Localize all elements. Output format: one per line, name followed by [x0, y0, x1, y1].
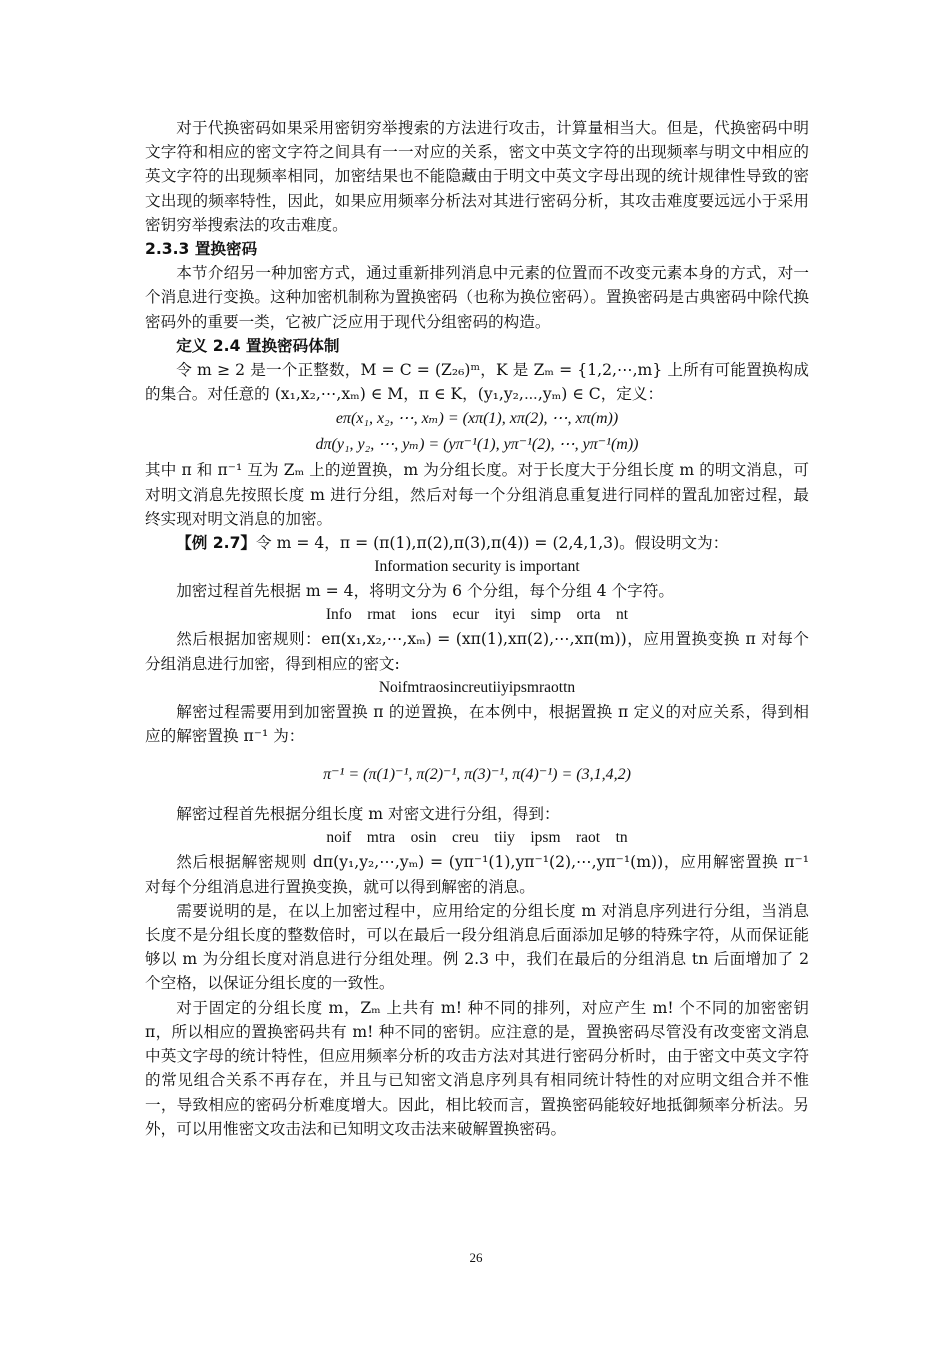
definition-title: 定义 2.4 置换密码体制: [176, 336, 340, 355]
paragraph-inverse-permutation: 其中 π 和 π⁻¹ 互为 Zₘ 上的逆置换，m 为分组长度。对于长度大于分组长度 m 的明文消息，可对明文消息先按照长度 m 进行分组，然后对每一个分组消息重复进行同样的置乱加密过程，最终实现对明文消息的加密。: [145, 461, 809, 528]
spacer: [145, 748, 809, 762]
paragraph-definition: 令 m ≥ 2 是一个正整数，M = C = (Z₂₆)ᵐ，K 是 Zₘ = {1,2,⋯,m} 上所有可能置换构成的集合。对任意的 (x₁,x₂,⋯,xₘ) ∈ M，π ∈ K，(y₁,y₂,⋯,yₘ) ∈ C，定义：: [145, 361, 809, 404]
plaintext-blocks: Info rmat ions ecur ityi simp orta nt: [325, 606, 629, 624]
formula-encryption: eπ(x₁, x₂, ⋯, xₘ) = (xπ(1), xπ(2), ⋯, xπ(m)): [335, 410, 619, 428]
paragraph-decrypt-inverse: 解密过程需要用到加密置换 π 的逆置换，在本例中，根据置换 π 定义的对应关系，得到相应的解密置换 π⁻¹ 为：: [145, 702, 809, 746]
ciphertext-line: Noifmtraosincreutiiyipsmraottn: [378, 678, 576, 696]
paragraph-decrypt-rule: 然后根据解密规则 dπ(y₁,y₂,⋯,yₘ) = (yπ⁻¹(1),yπ⁻¹(2),⋯,yπ⁻¹(m))，应用解密置换 π⁻¹ 对每个分组消息进行置换变换，就可以得到解密的消息。: [145, 853, 809, 896]
example-label: 【例 2.7】: [176, 534, 257, 553]
paragraph-key-space: 对于固定的分组长度 m，Zₘ 上共有 m! 种不同的排列，对应产生 m! 个不同的加密密钥 π，所以相应的置换密码共有 m! 种不同的密钥。应注意的是，置换密码尽管没有改变密文消息中英文字母的统计特性，但应用频率分析的攻击方法对其进行密码分析时，由于密文中英文字符的常见组合关系不再存在，并且与已知密文消息序列具有相同统计特性的对应明文组合并不惟一，导致相应的密码分析难度增大。因此，相比较而言，置换密码能较好地抵御频率分析法。另外，可以用惟密文攻击法和已知明文攻击法来破解置换密码。: [145, 998, 809, 1138]
formula-decryption: dπ(y₁, y₂, ⋯, yₘ) = (yπ⁻¹(1), yπ⁻¹(2), ⋯, yπ⁻¹(m)): [315, 436, 639, 454]
example-line: [145, 531, 809, 555]
paragraph-transposition-intro: 本节介绍另一种加密方式，通过重新排列消息中元素的位置而不改变元素本身的方式，对一个消息进行变换。这种加密机制称为置换密码（也称为换位密码）。置换密码是古典密码中除代换密码外的重要一类，它被广泛应用于现代分组密码的构造。: [145, 264, 809, 331]
ciphertext-blocks: noif mtra osin creu tiiy ipsm raot tn: [326, 829, 628, 847]
paragraph-encrypt-split: 加密过程首先根据 m = 4，将明文分为 6 个分组，每个分组 4 个字符。: [176, 582, 674, 601]
paragraph-substitution-attack: 对于代换密码如果采用密钥穷举搜索的方法进行攻击，计算量相当大。但是，代换密码中明文字符和相应的密文字符之间具有一一对应的关系，密文中英文字符的出现频率与明文中相应的英文字符的出现频率相同，加密结果也不能隐藏由于明文中英文字母出现的统计规律性导致的密文出现的频率特性，因此，如果应用频率分析法对其进行密码分析，其攻击难度要远远小于采用密钥穷举搜索法的攻击难度。: [145, 119, 809, 234]
paragraph-encrypt-rule: 然后根据加密规则：eπ(x₁,x₂,⋯,xₘ) = (xπ(1),xπ(2),⋯,xπ(m))，应用置换变换 π 对每个分组消息进行加密，得到相应的密文:: [145, 630, 809, 673]
formula-inverse: π⁻¹ = (π(1)⁻¹, π(2)⁻¹, π(3)⁻¹, π(4)⁻¹) = (3,1,4,2): [323, 766, 631, 784]
paragraph-decrypt-split: 解密过程首先根据分组长度 m 对密文进行分组，得到：: [176, 805, 560, 824]
page-content: [145, 116, 809, 1141]
plaintext-line: Information security is important: [374, 558, 580, 576]
spacer: [145, 788, 809, 802]
section-heading: 2.3.3 置换密码: [145, 240, 258, 259]
paragraph-padding-note: 需要说明的是，在以上加密过程中，应用给定的分组长度 m 对消息序列进行分组，当消息长度不是分组长度的整数倍时，可以在最后一段分组消息后面添加足够的特殊字符，从而保证能够以 m 为分组长度对消息进行分组处理。例 2.3 中，我们在最后的分组消息 tn 后面增加了 2 个空格，以保证分组长度的一致性。: [145, 901, 809, 993]
example-text: 令 m = 4，π = (π(1),π(2),π(3),π(4)) = (2,4,1,3)。假设明文为：: [256, 534, 729, 553]
page-number: 26: [469, 1250, 483, 1265]
